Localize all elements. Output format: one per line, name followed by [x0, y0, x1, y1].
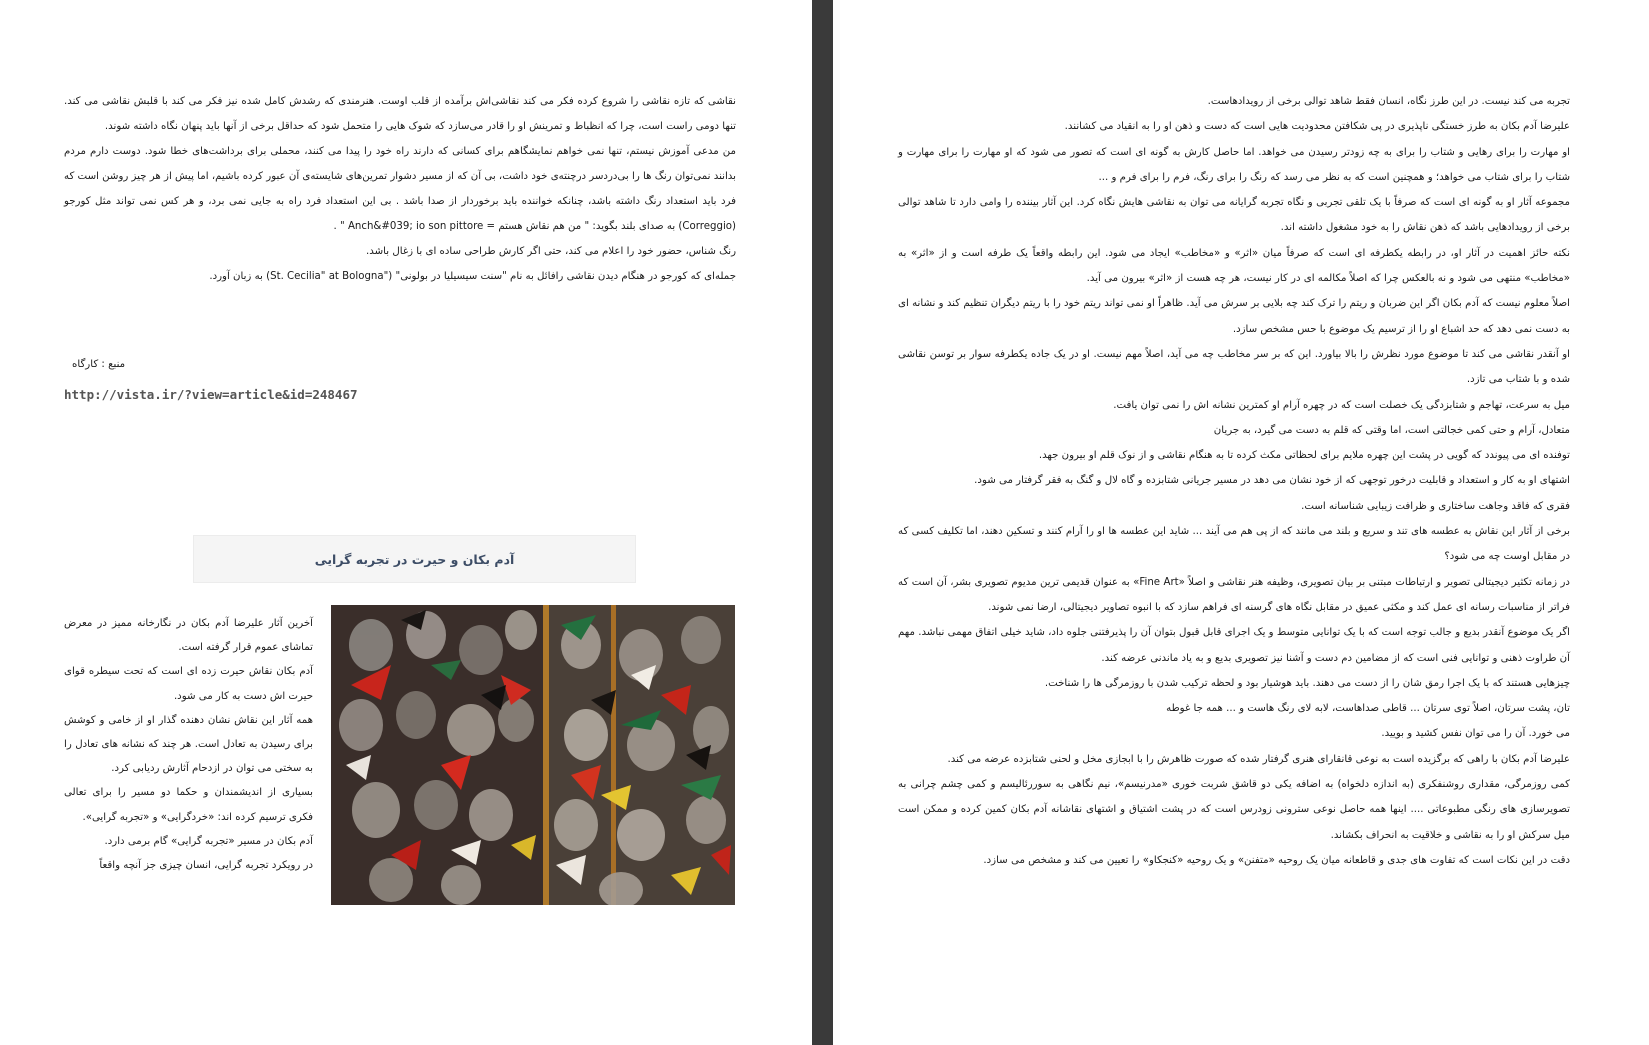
paragraph: فقری که فاقد وجاهت ساختاری و ظرافت زیبایی شناسانه است.	[1301, 500, 1570, 512]
paragraph: تجربه می کند نیست. در این طرز نگاه، انسان فقط شاهد توالی برخی از رویدادهاست.	[1207, 96, 1570, 107]
paragraph: بسیاری از اندیشمندان و حکما دو مسیر را برای تعالی فکری ترسیم کرده اند: «خردگرایی» و «تجربه گرایی».	[64, 787, 313, 823]
paragraph: او مهارت را برای رهایی و شتاب را برای به چه زودتر رسیدن می خواهد. اما حاصل کارش به گونه ای است که تصور می شود که او مهارت را برای مهارت و شتاب را برای شتاب می خواهد؛ و همچنین است که به نظر می رسد که رنگ را برای رنگ، فرم را برای فرم و ...	[898, 146, 1570, 183]
right-body-text	[898, 89, 1570, 873]
paragraph: برخی از آثار این نقاش به عطسه های تند و سریع و بلند می مانند که از پی هم می آیند ... شاید این عطسه ها او را آرام کنند و تسکین دهند، اما تکلیف کسی که در مقابل اوست چه می شود؟	[898, 526, 1570, 563]
source-url-link[interactable]: http://vista.ir/?view=article&id=248467	[64, 387, 358, 402]
paragraph: علیرضا آدم بکان با راهی که برگزیده است به نوعی قانقارای هنری گرفتار شده که صورت ظاهرش را با ابجازی مخل و لحنی شتابزده عرضه می کند.	[947, 753, 1570, 765]
left-top-text	[64, 89, 736, 289]
paragraph: میل به سرعت، تهاجم و شتابزدگی یک خصلت است که در چهره آرام او کمترین نشانه اش را نمی توان یافت.	[1113, 399, 1570, 411]
paragraph: نکته حائز اهمیت در آثار او، در رابطه یکطرفه ای است که صرفاً میان «اثر» و «مخاطب» ایجاد می شود. این رابطه واقعاً یک طرفه است و از «اثر» به «مخاطب» منتهی می شود و نه بالعکس چرا که اصلاً مکالمه ای در کار نیست، هر چه هست از «اثر» بیرون می آید.	[898, 247, 1570, 285]
paragraph: نقاشی که تازه نقاشی را شروع کرده فکر می کند نقاشی‌اش برآمده از قلب اوست. هنرمندی که رشدش کامل شده نیز فکر می کند با قلبش نقاشی می کند. تنها دومی راست است، چرا که انظباط و تمرینش او را قادر می‌سازد که شوک هایی را متحمل شود که حداقل برخی از آنها باید پنهان نگاه داشته شوند.	[64, 96, 736, 132]
paragraph: همه آثار این نقاش نشان دهنده گذار او از خامی و کوشش برای رسیدن به تعادل است. هر چند که نشانه های تعادل را به سختی می توان در ازدحام آثارش ردیابی کرد.	[64, 714, 313, 775]
paragraph: تان، پشت سرتان، اصلاً توی سرتان ... قاطی صداهاست، لابه لای رنگ هاست و ... همه جا غوطه	[1166, 703, 1570, 715]
paragraph: می خورد. آن را می توان نفس کشید و بویید.	[1381, 728, 1570, 740]
paragraph: او آنقدر نقاشی می کند تا موضوع مورد نظرش را بالا بیاورد. این که بر سر مخاطب چه می آید، اصلاً مهم نیست. او در یک جاده یکطرفه سوار بر توسن نقاشی شده و با شتاب می تازد.	[898, 348, 1570, 386]
paragraph: رنگ شناس، حضور خود را اعلام می کند، حتی اگر کارش طراحی ساده ای با زغال باشد.	[366, 246, 736, 257]
paragraph: من مدعی آموزش نیستم، تنها نمی خواهم نمایشگاهم برای کسانی که دارند راه خود را پیدا می کنند، محملی برای برداشت‌های خطا شود. دوست دارم مردم بدانند نمی‌توان رنگ ها را بی‌دردسر درچنته‌ی خود داشت، بی آن که از مسیر دشوار تمرین‌های شایسته‌ی آن عبور کرده باشیم، اما پیش از هر چیز روشن است که فرد باید استعداد رنگ داشته باشد، چنانکه خواننده باید برخوردار از صدا باشد . بی این استعداد فرد راه به جایی نمی برد، و هر کس نمی تواند مثل کورجو (Correggio) به صدای بلند بگوید: " من هم نقاش هستم = Anch&#039; io son pittore " .	[64, 146, 736, 232]
paragraph: آدم بکان در مسیر «تجربه گرایی» گام برمی دارد.	[104, 835, 313, 847]
paragraph: توفنده ای می پیوندد که گویی در پشت این چهره ملایم برای لحظاتی مکث کرده تا به هنگام نقاشی و از نوک قلم او بیرون جهد.	[1038, 450, 1570, 462]
paragraph: چیزهایی هستند که با یک اجرا رمق شان را از دست می دهند. باید هوشیار بود و لحظه ترکیب شدن با روزمرگی ها را شناخت.	[1044, 677, 1570, 689]
article-title: آدم بکان و حیرت در تجربه گرایی	[193, 535, 636, 583]
page-gutter	[812, 0, 833, 1045]
paragraph: آخرین آثار علیرضا آدم بکان در نگارخانه ممیز در معرض تماشای عموم قرار گرفته است.	[64, 618, 313, 654]
left-bottom-text	[64, 612, 313, 878]
source-label: منبع : کارگاه	[72, 359, 126, 370]
paragraph: دقت در این نکات است که تفاوت های جدی و قاطعانه میان یک روحیه «متفنن» و یک روحیه «کنجکاو» را تعیین می کند و مشخص می سازد.	[983, 854, 1570, 866]
painting-image	[331, 605, 735, 905]
right-page	[833, 0, 1649, 1045]
paragraph: مجموعه آثار او به گونه ای است که صرفاً با یک تلقی تجربی و نگاه تجربه گرایانه می توان به نقاشی هایش نگاه کرد. این آثار بیننده را وامی دارد تا شاهد توالی برخی از رویدادهایی باشد که ذهن نقاش را به خود مشغول داشته اند.	[898, 197, 1570, 234]
left-page	[0, 0, 812, 1045]
paragraph: جمله‌ای که کورجو در هنگام دیدن نقاشی رافائل به نام "سنت سیسیلیا در بولونی" ("St. Cecilia" at Bologna) به زبان آورد.	[209, 271, 736, 282]
paragraph: علیرضا آدم بکان به طرز خستگی ناپذیری در پی شکافتن محدودیت هایی است که دست و ذهن او را به انقیاد می کشانند.	[1064, 121, 1570, 133]
paragraph: در رویکرد تجربه گرایی، انسان چیزی جز آنچه واقعاً	[99, 860, 313, 872]
paragraph: کمی روزمرگی، مقداری روشنفکری (به اندازه دلخواه) به اضافه یکی دو قاشق شربت خوری «مدرنیسم»، نیم نگاهی به سوررئالیسم و کمی چشم چرانی به تصویرسازی های رنگی مطبوعاتی .... اینها همه حاصل نوعی سترونی زودرس است که در پشت اشتیاق و اشتهای نقاشانه آدم بکان کمین کرده و ممکن است میل سرکش او را به نقاشی و خلاقیت به انحراف بکشاند.	[898, 779, 1570, 841]
paragraph: اصلاً معلوم نیست که آدم بکان اگر این ضربان و ریتم را ترک کند چه بلایی بر سرش می آید. ظاهراً او نمی تواند ریتم خود را با ریتم دیگران تنظیم کند و نشانه ای به دست نمی دهد که حد اشباع او را از ترسیم یک موضوع با حس مشخص سازد.	[898, 298, 1570, 335]
paragraph: متعادل، آرام و حتی کمی خجالتی است، اما وقتی که قلم به دست می گیرد، به جریان	[1213, 424, 1570, 436]
paragraph: در زمانه تکثیر دیجیتالی تصویر و ارتباطات مبتنی بر بیان تصویری، وظیفه هنر نقاشی و اصلاً «Fine Art» به عنوان قدیمی ترین مدیوم تصویری بشر، آن است که فراتر از مناسبات رسانه ای عمل کند و مکثی عمیق در مقابل نگاه های گرسنه ای فراهم سازد که با انبوه تصاویر دیجیتالی، ارضا نمی شوند.	[898, 576, 1570, 613]
paragraph: آدم بکان نقاش حیرت زده ای است که تحت سیطره قوای حیرت اش دست به کار می شود.	[64, 666, 313, 702]
paragraph: اگر یک موضوع آنقدر بدیع و جالب توجه است که با یک توانایی متوسط و یک اجرای قابل قبول بتوان آن را پذیرفتنی جلوه داد، شاید خیلی اتفاق مهمی نباشد. مهم آن طراوت ذهنی و توانایی فنی است که از مضامین دم دست و آشنا نیز تصویری بدیع و به یاد ماندنی عرضه کند.	[898, 627, 1570, 664]
paragraph: اشتهای او به کار و استعداد و قابلیت درخور توجهی که از خود نشان می دهد در مسیر جریانی شتابزده و گاه لال و گنگ به فقر گرفتار می شود.	[974, 475, 1570, 487]
